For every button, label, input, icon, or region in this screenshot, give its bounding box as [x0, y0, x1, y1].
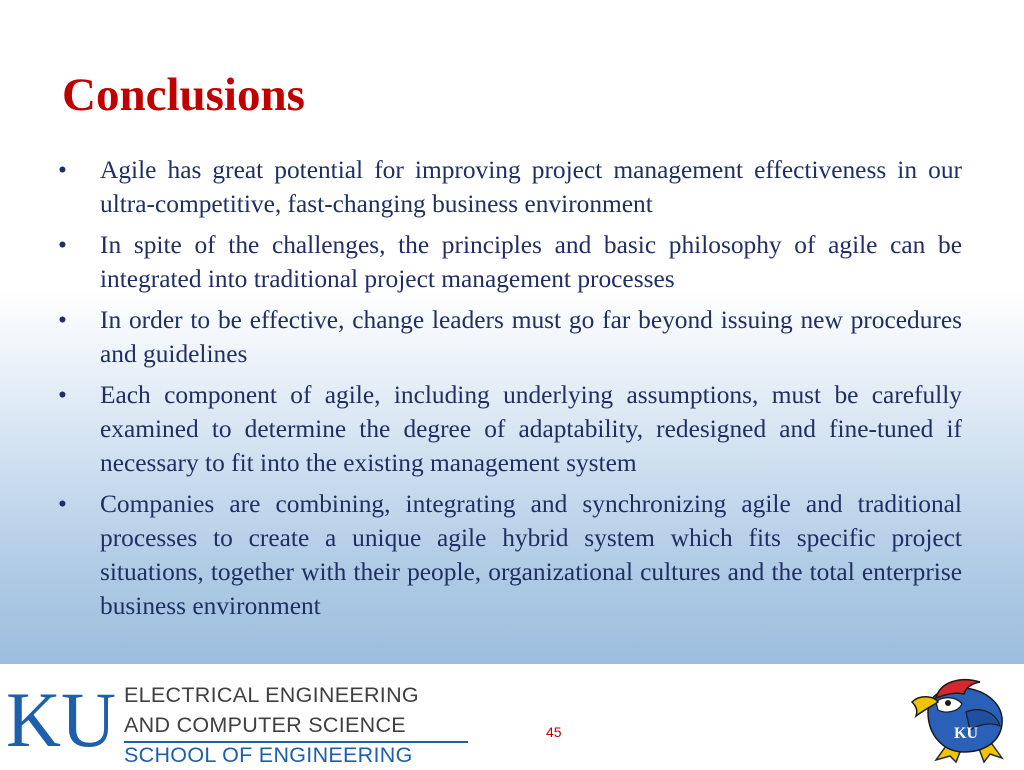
mascot-ku-text: KU: [954, 725, 978, 742]
dept-line-2: AND COMPUTER SCIENCE: [124, 713, 406, 737]
bullet-item: [58, 153, 962, 221]
school-name: SCHOOL OF ENGINEERING: [124, 743, 413, 767]
bullet-list: [58, 153, 962, 630]
bullet-text: In order to be effective, change leaders must go far beyond issuing new procedures and guidelines: [100, 306, 962, 368]
dept-line-1: ELECTRICAL ENGINEERING: [124, 683, 419, 707]
jayhawk-mascot-icon: [906, 672, 1018, 764]
ku-logo-text: KU: [6, 680, 116, 756]
bullet-item: [58, 378, 962, 480]
bullet-item: [58, 487, 962, 623]
bullet-marker: •: [58, 490, 67, 518]
bullet-text: In spite of the challenges, the principles and basic philosophy of agile can be integrated into traditional project management processes: [100, 231, 962, 293]
bullet-item: [58, 228, 962, 296]
page-number: 45: [546, 724, 562, 740]
bullet-marker: •: [58, 381, 67, 409]
bullet-marker: •: [58, 156, 67, 184]
footer-bar: [0, 664, 1024, 768]
bullet-text: Companies are combining, integrating and synchronizing agile and traditional processes to create a unique agile hybrid system which fits specific project situations, together with their people, organizational cultures and the total enterprise business environment: [100, 490, 962, 620]
department-name: [124, 680, 419, 770]
bullet-marker: •: [58, 306, 67, 334]
bullet-item: [58, 303, 962, 371]
bullet-marker: •: [58, 231, 67, 259]
bullet-text: Agile has great potential for improving project management effectiveness in our ultra-competitive, fast-changing business environment: [100, 156, 962, 218]
divider: [124, 741, 468, 743]
bullet-text: Each component of agile, including underlying assumptions, must be carefully examined to determine the degree of adaptability, redesigned and fine-tuned if necessary to fit into the existing management system: [100, 381, 962, 477]
ku-logo: [6, 680, 118, 756]
slide-title: Conclusions: [62, 69, 305, 121]
